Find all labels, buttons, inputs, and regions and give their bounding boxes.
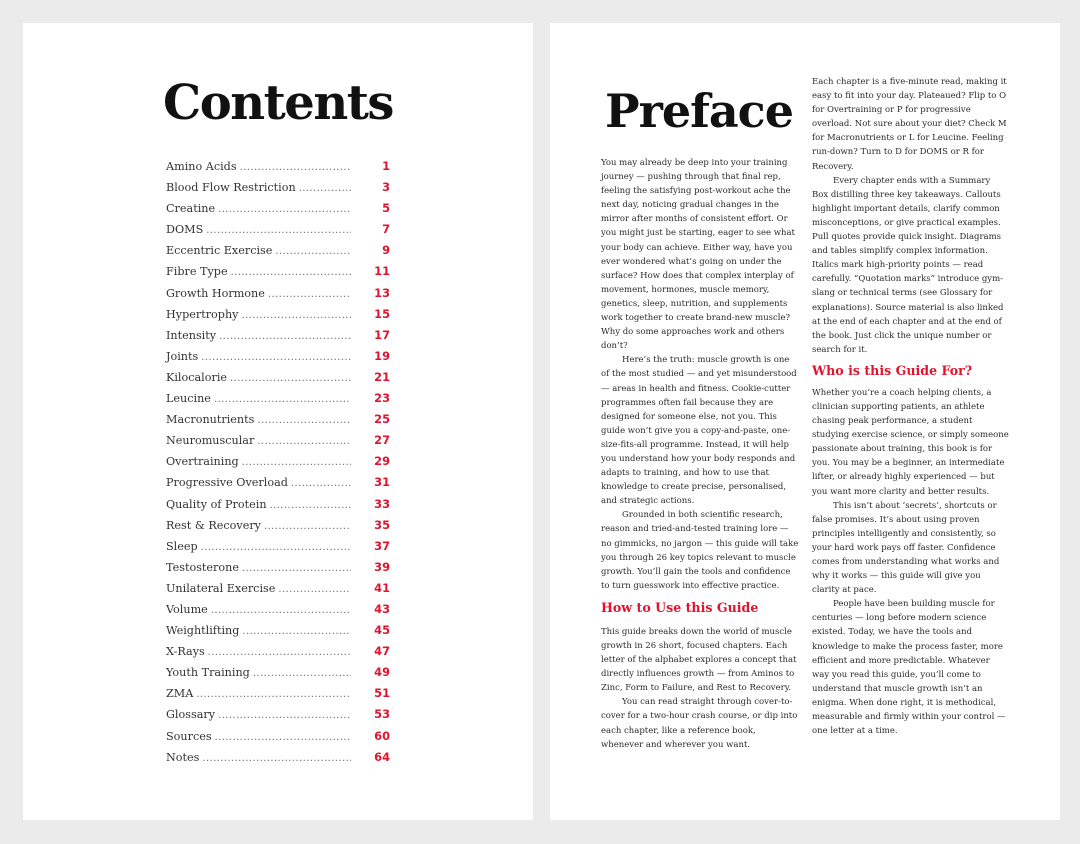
toc-entry-label: Glossary: [166, 708, 216, 722]
toc-entry[interactable]: [166, 156, 390, 177]
toc-dot-leader: [230, 368, 351, 389]
toc-dot-leader: [206, 220, 351, 241]
toc-entry-label: Volume: [166, 602, 208, 616]
toc-entry-label: Rest & Recovery: [166, 518, 262, 532]
toc-dot-leader: [201, 537, 351, 558]
toc-entry-page-number: 9: [382, 243, 390, 258]
toc-dot-leader: [299, 178, 351, 199]
toc-entry-label: Kilocalorie: [166, 370, 228, 384]
toc-entry-label: Amino Acids: [166, 160, 237, 173]
toc-entry-page-number: 64: [374, 749, 390, 764]
toc-entry-page-number: 19: [374, 348, 390, 363]
preface-column-left: [601, 156, 799, 752]
toc-entry[interactable]: [166, 346, 390, 367]
toc-entry[interactable]: [166, 494, 390, 515]
section-heading-how-to-use: How to Use this Guide: [601, 599, 759, 615]
toc-entry-page-number: 11: [374, 264, 390, 279]
toc-entry-page-number: 39: [374, 559, 390, 574]
toc-entry[interactable]: [166, 198, 390, 219]
toc-dot-leader: [208, 642, 351, 663]
toc-entry-page-number: 31: [374, 475, 390, 490]
toc-entry-page-number: 3: [382, 180, 390, 195]
preface-paragraph: Grounded in both scientific research, reason and tried-and-tested training lore — no gimmicks, no jargon — this guide will take you through 26 key topics relevant to muscle growth. You’ll gain the tools and confidence to turn guesswork into effective practice.: [601, 510, 799, 591]
toc-entry[interactable]: [166, 620, 390, 641]
toc-dot-leader: [268, 284, 351, 305]
toc-entry-page-number: 27: [374, 433, 390, 448]
toc-dot-leader: [270, 495, 351, 516]
toc-entry-page-number: 5: [382, 201, 390, 216]
toc-entry-label: X-Rays: [166, 645, 205, 659]
preface-paragraph: You may already be deep into your training journey — pushing through that final rep, feeling the satisfying post-workout ache the next day, noticing gradual changes in the mirror after months of consistent effort. Or you might just be starting, eager to see what your body can achieve. Either way, have you ever wondered what’s going on under the surface? How does that complex interplay of movement, hormones, muscle memory, genetics, sleep, nutrition, and supplements work together to create brand-new muscle? Why do some approaches work and others don’t?: [601, 158, 795, 352]
toc-dot-leader: [275, 241, 351, 262]
preface-page: [550, 23, 1060, 820]
toc-entry-page-number: 29: [374, 454, 390, 469]
preface-paragraph: This guide breaks down the world of muscle growth in 26 short, focused chapters. Each letter of the alphabet explores a concept that directly influences growth — from Aminos to Zinc, Form to Failure, and Rest to Recovery.: [601, 626, 797, 694]
toc-dot-leader: [242, 452, 351, 473]
preface-paragraph: Every chapter ends with a Summary Box distilling three key takeaways. Callouts highlight important details, clarify common misconceptions, or give practical examples. Pull quotes provide quick insight. Diagrams and tables simplify complex information. Italics mark high-priority points — read carefully. “Quotation marks” introduce gym-slang or technical terms (see Glossary for explanations). Source material is also linked at the end of each chapter and at the end of the book. Just click the unique number or search for it.: [812, 175, 1004, 355]
toc-entry-page-number: 13: [374, 285, 390, 300]
toc-entry-label: Fibre Type: [166, 265, 228, 279]
toc-entry-label: ZMA: [166, 687, 194, 701]
toc-entry[interactable]: [166, 515, 390, 536]
toc-entry[interactable]: [166, 704, 390, 725]
toc-entry[interactable]: [166, 451, 390, 472]
toc-entry-page-number: 43: [374, 601, 390, 616]
toc-entry-label: Hypertrophy: [166, 307, 239, 321]
toc-entry-label: Eccentric Exercise: [166, 244, 273, 258]
toc-dot-leader: [201, 347, 351, 368]
preface-title: Preface: [605, 84, 793, 138]
toc-entry-page-number: 7: [382, 222, 390, 237]
toc-entry-label: Sleep: [166, 539, 198, 553]
toc-dot-leader: [264, 516, 351, 537]
toc-dot-leader: [242, 621, 351, 642]
toc-dot-leader: [242, 558, 351, 579]
toc-dot-leader: [241, 305, 351, 326]
toc-dot-leader: [214, 389, 351, 410]
toc-entry-label: Quality of Protein: [166, 497, 267, 511]
toc-entry[interactable]: [166, 409, 390, 430]
toc-dot-leader: [240, 157, 351, 178]
toc-entry[interactable]: [166, 472, 390, 493]
preface-column-right: [812, 75, 1009, 738]
toc-entry-label: Leucine: [166, 392, 211, 406]
toc-entry-label: Notes: [166, 750, 200, 764]
toc-entry[interactable]: [166, 219, 390, 240]
toc-dot-leader: [231, 262, 351, 283]
preface-paragraph: Here’s the truth: muscle growth is one of the most studied — and yet misunderstood — areas in health and fitness. Cookie-cutter programmes often fail because they are designed for someone else, not you. This guide won’t give you a copy-and-paste, one-size-fits-all programme. Instead, it will help you understand how your body responds and adapts to training, and how to use that knowledge to create precise, personalised, and strategic actions.: [601, 355, 797, 507]
toc-entry-page-number: 41: [374, 580, 390, 595]
toc-entry-page-number: 21: [374, 369, 390, 384]
toc-entry-page-number: 37: [374, 538, 390, 553]
toc-entry-label: Joints: [166, 349, 199, 363]
toc-dot-leader: [196, 684, 351, 705]
toc-entry-label: Intensity: [166, 328, 217, 342]
contents-page: [23, 23, 533, 820]
toc-dot-leader: [291, 473, 351, 494]
toc-entry-page-number: 1: [382, 159, 390, 173]
section-heading-who-is-for: Who is this Guide For?: [812, 362, 973, 378]
toc-entry-page-number: 49: [374, 665, 390, 680]
toc-entry-page-number: 45: [374, 623, 390, 638]
preface-paragraph: Whether you’re a coach helping clients, a clinician supporting patients, an athlete chasing peak performance, a student studying exercise science, or simply someone passionate about training, this book is for you. You may be a beginner, an intermediate lifter, or already highly experienced — but you want more clarity and better results.: [812, 387, 1009, 497]
toc-dot-leader: [257, 431, 351, 452]
toc-dot-leader: [253, 663, 351, 684]
toc-dot-leader: [219, 326, 351, 347]
preface-paragraph: This isn’t about ‘secrets’, shortcuts or false promises. It’s about using proven principles intelligently and consistently, so your hard work pays off faster. Confidence comes from understanding what works and why it works — this guide will give you clarity at pace.: [812, 500, 1000, 596]
preface-paragraph: You can read straight through cover-to-cover for a two-hour crash course, or dip into each chapter, like a reference book, whenever and wherever you want.: [601, 697, 798, 750]
toc-entry-label: Sources: [166, 729, 212, 743]
toc-entry-label: Growth Hormone: [166, 286, 265, 300]
toc-entry-label: Neuromuscular: [166, 434, 255, 448]
toc-entry[interactable]: [166, 557, 390, 578]
contents-title: Contents: [163, 75, 393, 131]
toc-entry-label: Creatine: [166, 202, 216, 216]
toc-entry[interactable]: [166, 662, 390, 683]
toc-entry[interactable]: [166, 240, 390, 261]
toc-entry-label: Macronutrients: [166, 413, 255, 427]
toc-entry-page-number: 33: [374, 496, 390, 511]
toc-entry[interactable]: [166, 261, 390, 282]
preface-paragraph: Each chapter is a five-minute read, making it easy to fit into your day. Plateaued? Flip to O for Overtraining or P for progressive overload. Not sure about your diet? Check M for Macronutrients or L for Leucine. Feeling run-down? Turn to D for DOMS or R for Recovery.: [812, 77, 1007, 172]
toc-entry[interactable]: [166, 578, 390, 599]
toc-entry[interactable]: [166, 388, 390, 409]
toc-entry-label: Testosterone: [166, 560, 239, 574]
toc-entry[interactable]: [166, 177, 390, 198]
toc-entry[interactable]: [166, 683, 390, 704]
toc-entry[interactable]: [166, 304, 390, 325]
toc-entry-label: Weightlifting: [166, 624, 240, 638]
toc-entry-page-number: 47: [374, 644, 390, 659]
toc-entry-page-number: 23: [374, 391, 390, 406]
toc-entry-label: Progressive Overload: [166, 476, 288, 490]
toc-dot-leader: [278, 579, 351, 600]
toc-dot-leader: [218, 199, 351, 220]
toc-dot-leader: [211, 600, 351, 621]
toc-entry[interactable]: [166, 641, 390, 662]
toc-entry-page-number: 60: [374, 728, 390, 743]
toc-entry-page-number: 35: [374, 517, 390, 532]
toc-entry-page-number: 25: [374, 412, 390, 427]
toc-entry-label: DOMS: [166, 223, 204, 237]
toc-entry[interactable]: [166, 367, 390, 388]
toc-entry-page-number: 53: [374, 707, 390, 722]
toc-entry[interactable]: [166, 747, 390, 768]
toc-entry-label: Blood Flow Restriction: [166, 181, 296, 195]
toc-dot-leader: [215, 727, 351, 748]
table-of-contents: [166, 156, 390, 768]
toc-dot-leader: [202, 748, 351, 769]
toc-entry-page-number: 15: [374, 306, 390, 321]
toc-entry-label: Overtraining: [166, 455, 239, 469]
toc-entry[interactable]: [166, 599, 390, 620]
toc-entry[interactable]: [166, 325, 390, 346]
toc-entry[interactable]: [166, 283, 390, 304]
toc-dot-leader: [218, 705, 351, 726]
toc-entry-page-number: 51: [374, 686, 390, 701]
toc-entry[interactable]: [166, 430, 390, 451]
preface-paragraph: People have been building muscle for centuries — long before modern science existed. Today, we have the tools and knowledge to make the process faster, more efficient and more predictable. Whatever way you read this guide, you’ll come to understand that muscle growth isn’t an enigma. When done right, it is methodical, measurable and firmly within your control — one letter at a time.: [812, 599, 1006, 737]
toc-entry-page-number: 17: [374, 327, 390, 342]
toc-entry-label: Youth Training: [166, 666, 250, 680]
toc-entry[interactable]: [166, 726, 390, 747]
toc-entry-label: Unilateral Exercise: [166, 581, 276, 595]
toc-entry[interactable]: [166, 536, 390, 557]
toc-dot-leader: [257, 410, 351, 431]
